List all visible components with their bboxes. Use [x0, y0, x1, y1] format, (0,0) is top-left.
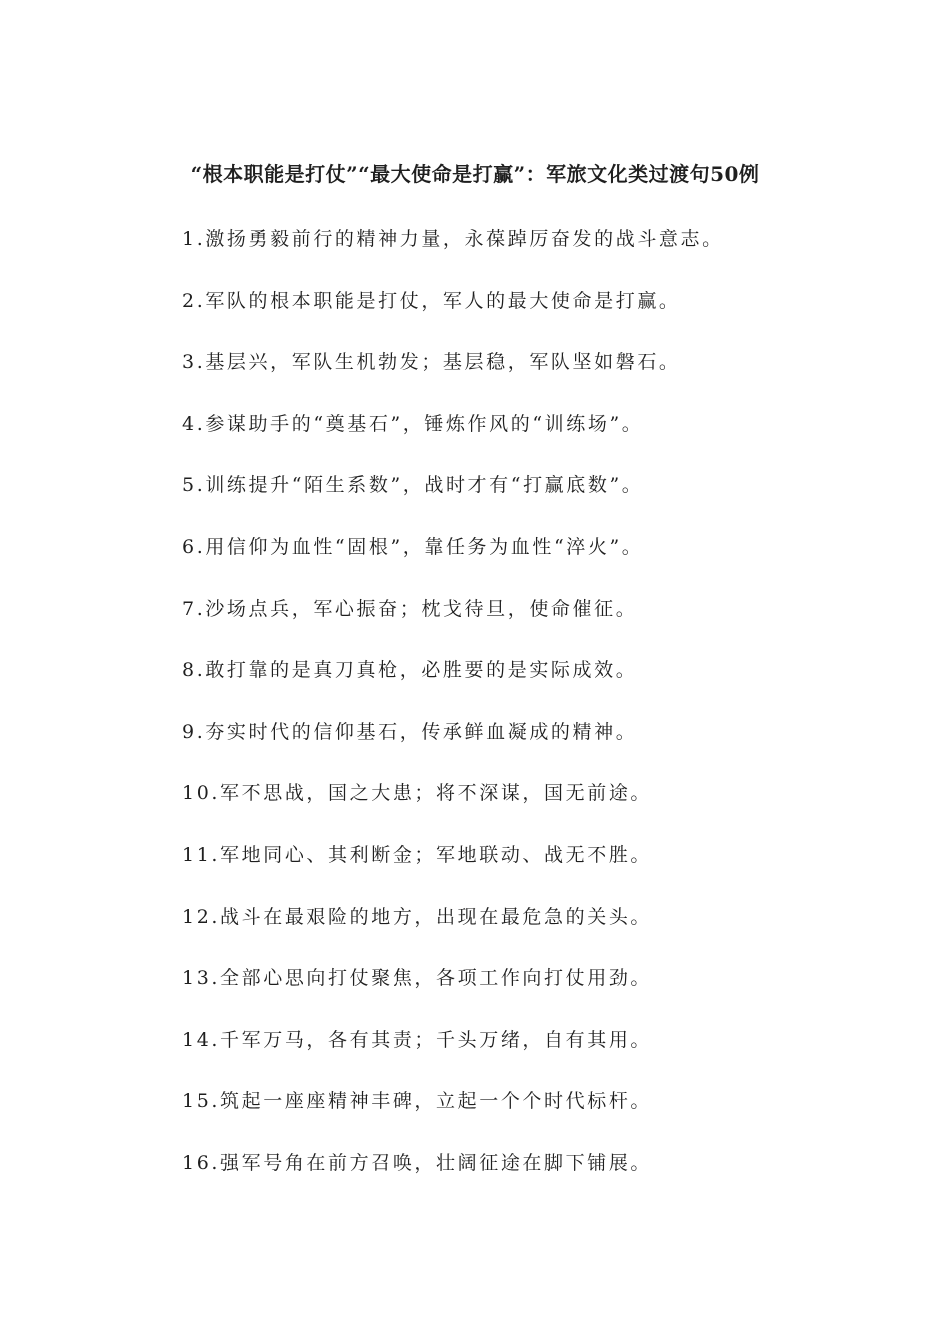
list-item: 3.基层兴，军队生机勃发；基层稳，军队坚如磐石。: [182, 351, 681, 374]
list-item: 7.沙场点兵，军心振奋；枕戈待旦，使命催征。: [182, 597, 638, 620]
list-item: 13.全部心思向打仗聚焦，各项工作向打仗用劲。: [182, 967, 653, 990]
list-item: 12.战斗在最艰险的地方，出现在最危急的关头。: [182, 905, 653, 928]
list-item: 11.军地同心、其利断金；军地联动、战无不胜。: [182, 843, 653, 866]
list-item: 4.参谋助手的“奠基石”，锤炼作风的“训练场”。: [182, 412, 644, 435]
document-title: “根本职能是打仗”“最大使命是打赢”：军旅文化类过渡句50例: [190, 162, 760, 186]
list-item: 2.军队的根本职能是打仗，军人的最大使命是打赢。: [182, 289, 681, 312]
list-item: 16.强军号角在前方召唤，壮阔征途在脚下铺展。: [182, 1151, 653, 1174]
transition-sentence-list: [182, 223, 724, 1209]
list-item: 8.敢打靠的是真刀真枪，必胜要的是实际成效。: [182, 659, 638, 682]
list-item: 15.筑起一座座精神丰碑，立起一个个时代标杆。: [182, 1090, 653, 1113]
list-item: 5.训练提升“陌生系数”，战时才有“打赢底数”。: [182, 474, 644, 497]
list-item: 1.激扬勇毅前行的精神力量，永葆踔厉奋发的战斗意志。: [182, 228, 724, 250]
list-item: 9.夯实时代的信仰基石，传承鲜血凝成的精神。: [182, 720, 638, 743]
list-item: 14.千军万马，各有其责；千头万绪，自有其用。: [182, 1028, 653, 1051]
list-item: 6.用信仰为血性“固根”，靠任务为血性“淬火”。: [182, 535, 644, 558]
list-item: 10.军不思战，国之大患；将不深谋，国无前途。: [182, 782, 653, 805]
